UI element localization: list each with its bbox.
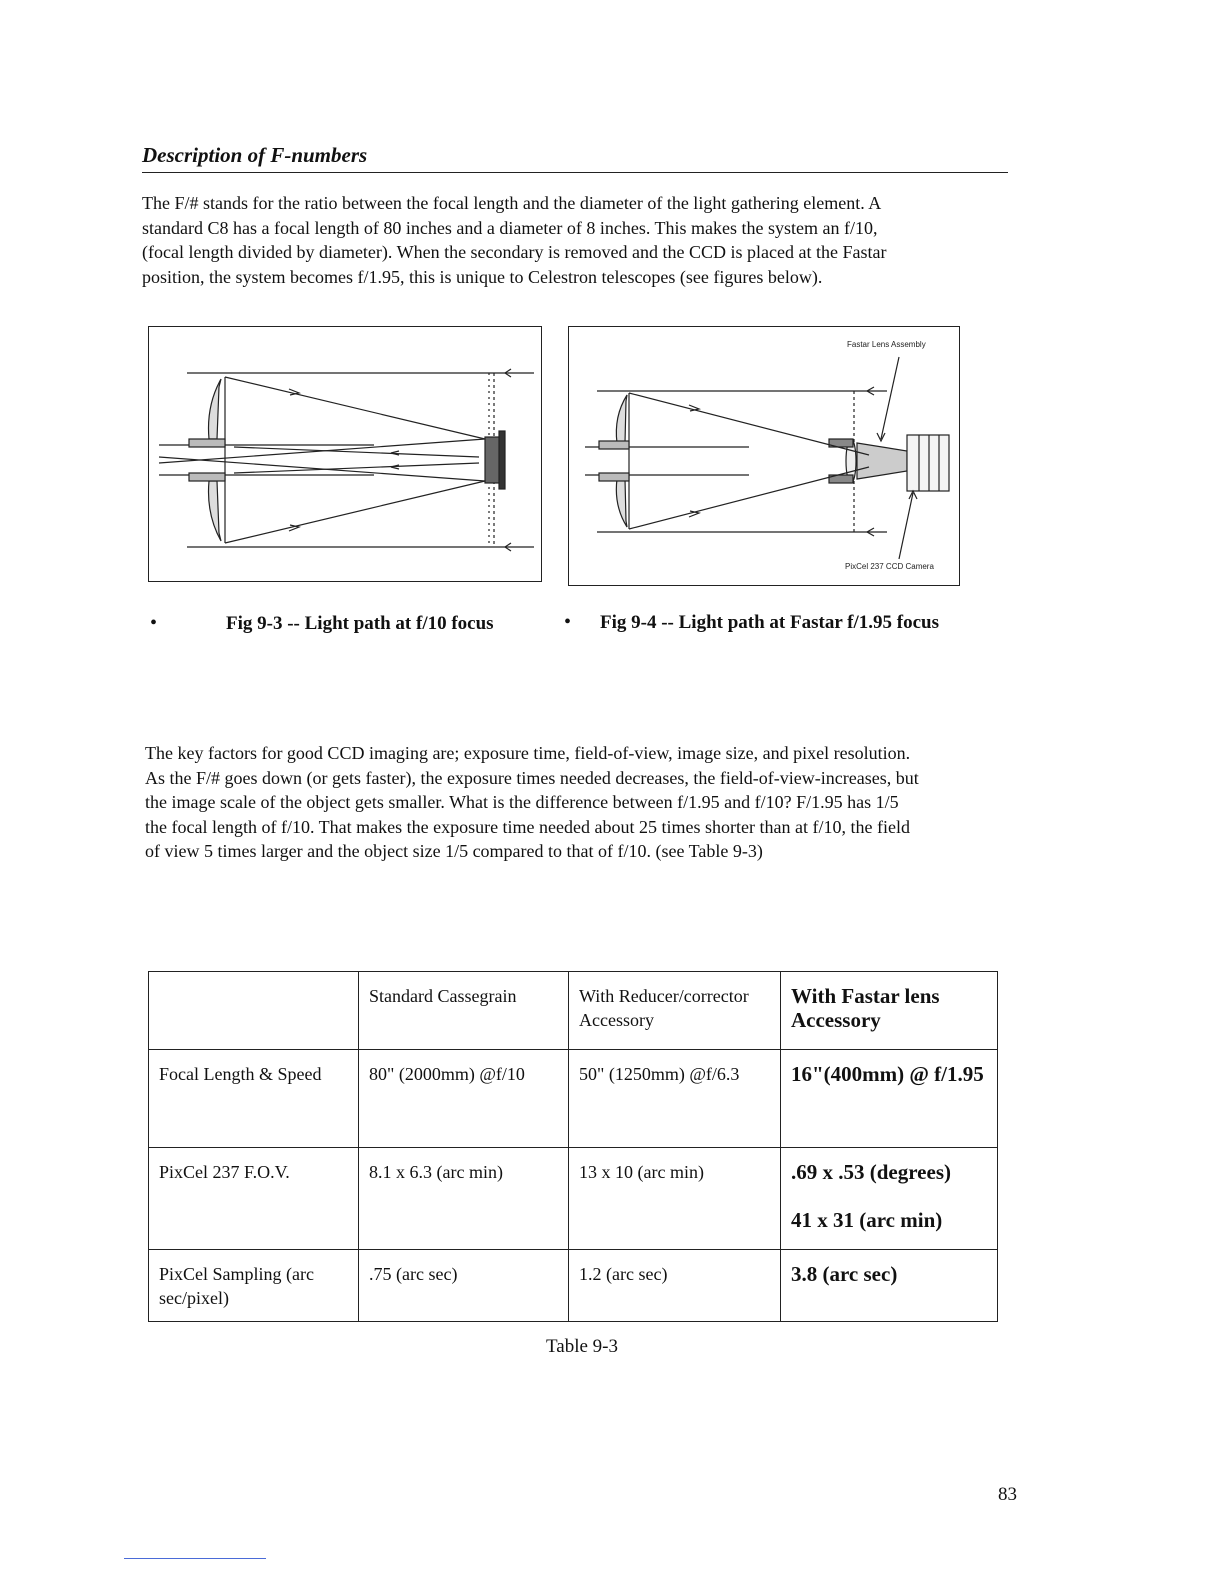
factors-line: The key factors for good CCD imaging are; exposure time, field-of-view, image size, and pixel resolution. [145,743,911,763]
footer-rule [124,1558,266,1559]
figure-caption-fastar: Fig 9-4 -- Light path at Fastar f/1.95 focus [600,612,939,633]
ccd-camera-label: PixCel 237 CCD Camera [845,562,934,571]
factors-line: As the F/# goes down (or gets faster), the exposure times needed decreases, the field-of-view-increases, but [145,767,919,788]
table-row [149,1250,998,1322]
table-row [149,1148,998,1250]
intro-line: standard C8 has a focal length of 80 inches and a diameter of 8 inches. This makes the system an f/10, [142,217,878,238]
table-header-cell: With Reducer/corrector Accessory [569,972,781,1050]
table-header-row [149,972,998,1050]
section-title: Description of F-numbers [142,143,1008,173]
table-header-cell [149,972,359,1050]
table-caption: Table 9-3 [546,1336,619,1357]
bullet-icon: • [150,612,158,634]
table-cell: 50" (1250mm) @f/6.3 [569,1050,781,1148]
fastar-fov-degrees: .69 x .53 (degrees) [791,1160,951,1184]
row-label: Focal Length & Speed [149,1050,359,1148]
row-label: PixCel Sampling (arc sec/pixel) [149,1250,359,1322]
factors-line: of view 5 times larger and the object size 1/5 compared to that of f/10. (see Table 9-3) [145,841,763,861]
intro-line: The F/# stands for the ratio between the focal length and the diameter of the light gathering element. A [142,193,882,213]
page-number: 83 [998,1484,1017,1505]
table-cell: 80" (2000mm) @f/10 [359,1050,569,1148]
table-header-cell: With Fastar lens Accessory [781,972,998,1050]
table-cell: .75 (arc sec) [359,1250,569,1322]
figure-f10-light-path [148,326,542,582]
telescope-fastar-diagram [569,327,959,585]
intro-line: (focal length divided by diameter). When the secondary is removed and the CCD is placed at the Fastar [142,242,887,262]
fastar-fov-arcmin: 41 x 31 (arc min) [791,1208,943,1232]
figure-fastar-light-path [568,326,960,586]
row-label: PixCel 237 F.O.V. [149,1148,359,1250]
factors-line: the focal length of f/10. That makes the exposure time needed about 25 times shorter than at f/10, the field [145,816,910,837]
table-cell: 8.1 x 6.3 (arc min) [359,1148,569,1250]
table-cell-fastar: 16"(400mm) @ f/1.95 [781,1050,998,1148]
factors-line: the image scale of the object gets smaller. What is the difference between f/1.95 and f/10? F/1.95 has 1/5 [145,792,899,812]
fastar-lens-label: Fastar Lens Assembly [847,340,926,349]
table-cell: 1.2 (arc sec) [569,1250,781,1322]
table-header-cell: Standard Cassegrain [359,972,569,1050]
table-cell-fastar [781,1148,998,1250]
factors-paragraph [145,741,1025,864]
comparison-table [148,971,998,1322]
intro-paragraph [142,191,1022,289]
table-cell: 13 x 10 (arc min) [569,1148,781,1250]
intro-line: position, the system becomes f/1.95, this is unique to Celestron telescopes (see figures below). [142,266,823,287]
telescope-f10-diagram [149,327,541,581]
bullet-icon: • [564,611,572,633]
table-cell-fastar: 3.8 (arc sec) [781,1250,998,1322]
table-row [149,1050,998,1148]
figure-caption-f10: Fig 9-3 -- Light path at f/10 focus [226,613,494,634]
